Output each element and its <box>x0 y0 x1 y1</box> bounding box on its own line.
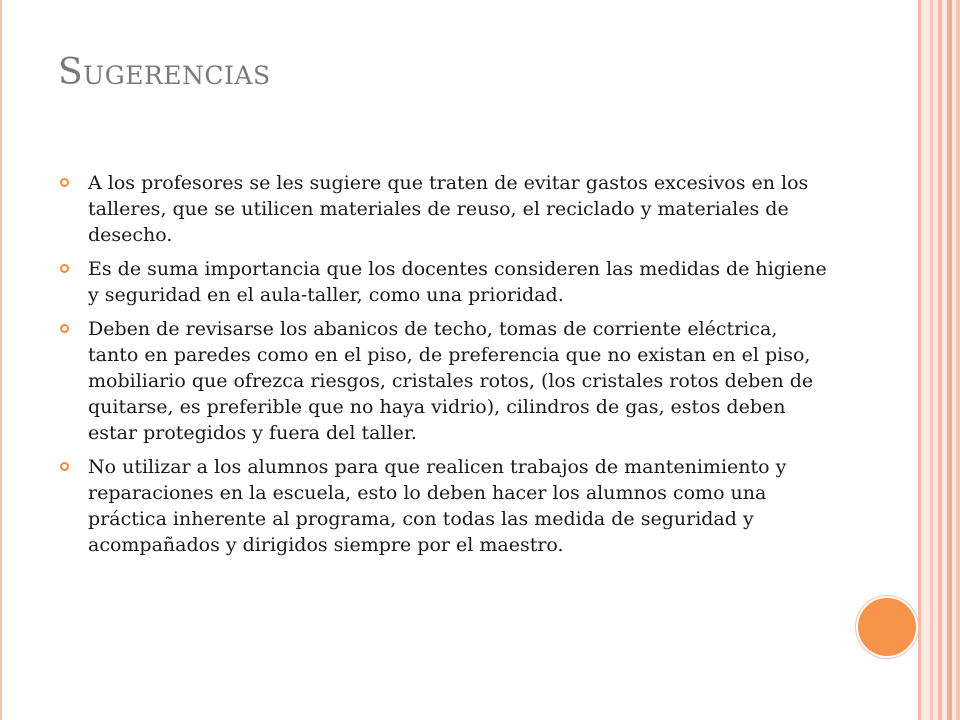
bullet-text: No utilizar a los alumnos para que realicen trabajos de mantenimiento y reparaciones en la escuela, esto lo deben hacer los alumnos como una práctica inherente al programa, con todas las medida de seguridad y acompañados y dirigidos siempre por el maestro. <box>88 456 787 556</box>
bullet-list <box>60 170 830 566</box>
bullet-item <box>60 454 830 558</box>
bullet-circle-icon <box>60 178 69 187</box>
bullet-circle-icon <box>60 264 69 273</box>
bullet-item <box>60 170 830 248</box>
bullet-text: A los profesores se les sugiere que traten de evitar gastos excesivos en los talleres, que se utilicen materiales de reuso, el reciclado y materiales de desecho. <box>88 172 809 246</box>
bullet-item <box>60 316 830 446</box>
bullet-text: Es de suma importancia que los docentes consideren las medidas de higiene y seguridad en el aula-taller, como una prioridad. <box>88 258 827 306</box>
bullet-text: Deben de revisarse los abanicos de techo, tomas de corriente eléctrica, tanto en paredes como en el piso, de preferencia que no existan en el piso, mobiliario que ofrezca riesgos, cristales rotos, (los cristales rotos deben de quitarse, es preferible que no haya vidrio), cilindros de gas, estos deben estar protegidos y fuera del taller. <box>88 318 814 444</box>
slide-title: Sugerencias <box>58 52 271 93</box>
decorative-stripe <box>947 0 952 720</box>
bullet-circle-icon <box>60 324 69 333</box>
decorative-stripe <box>956 0 960 720</box>
bullet-item <box>60 256 830 308</box>
bullet-circle-icon <box>60 462 69 471</box>
decorative-stripe <box>938 0 942 720</box>
decorative-circle <box>856 596 918 658</box>
left-border-line <box>0 0 2 720</box>
decorative-stripe <box>918 0 921 720</box>
decorative-stripe <box>930 0 933 720</box>
